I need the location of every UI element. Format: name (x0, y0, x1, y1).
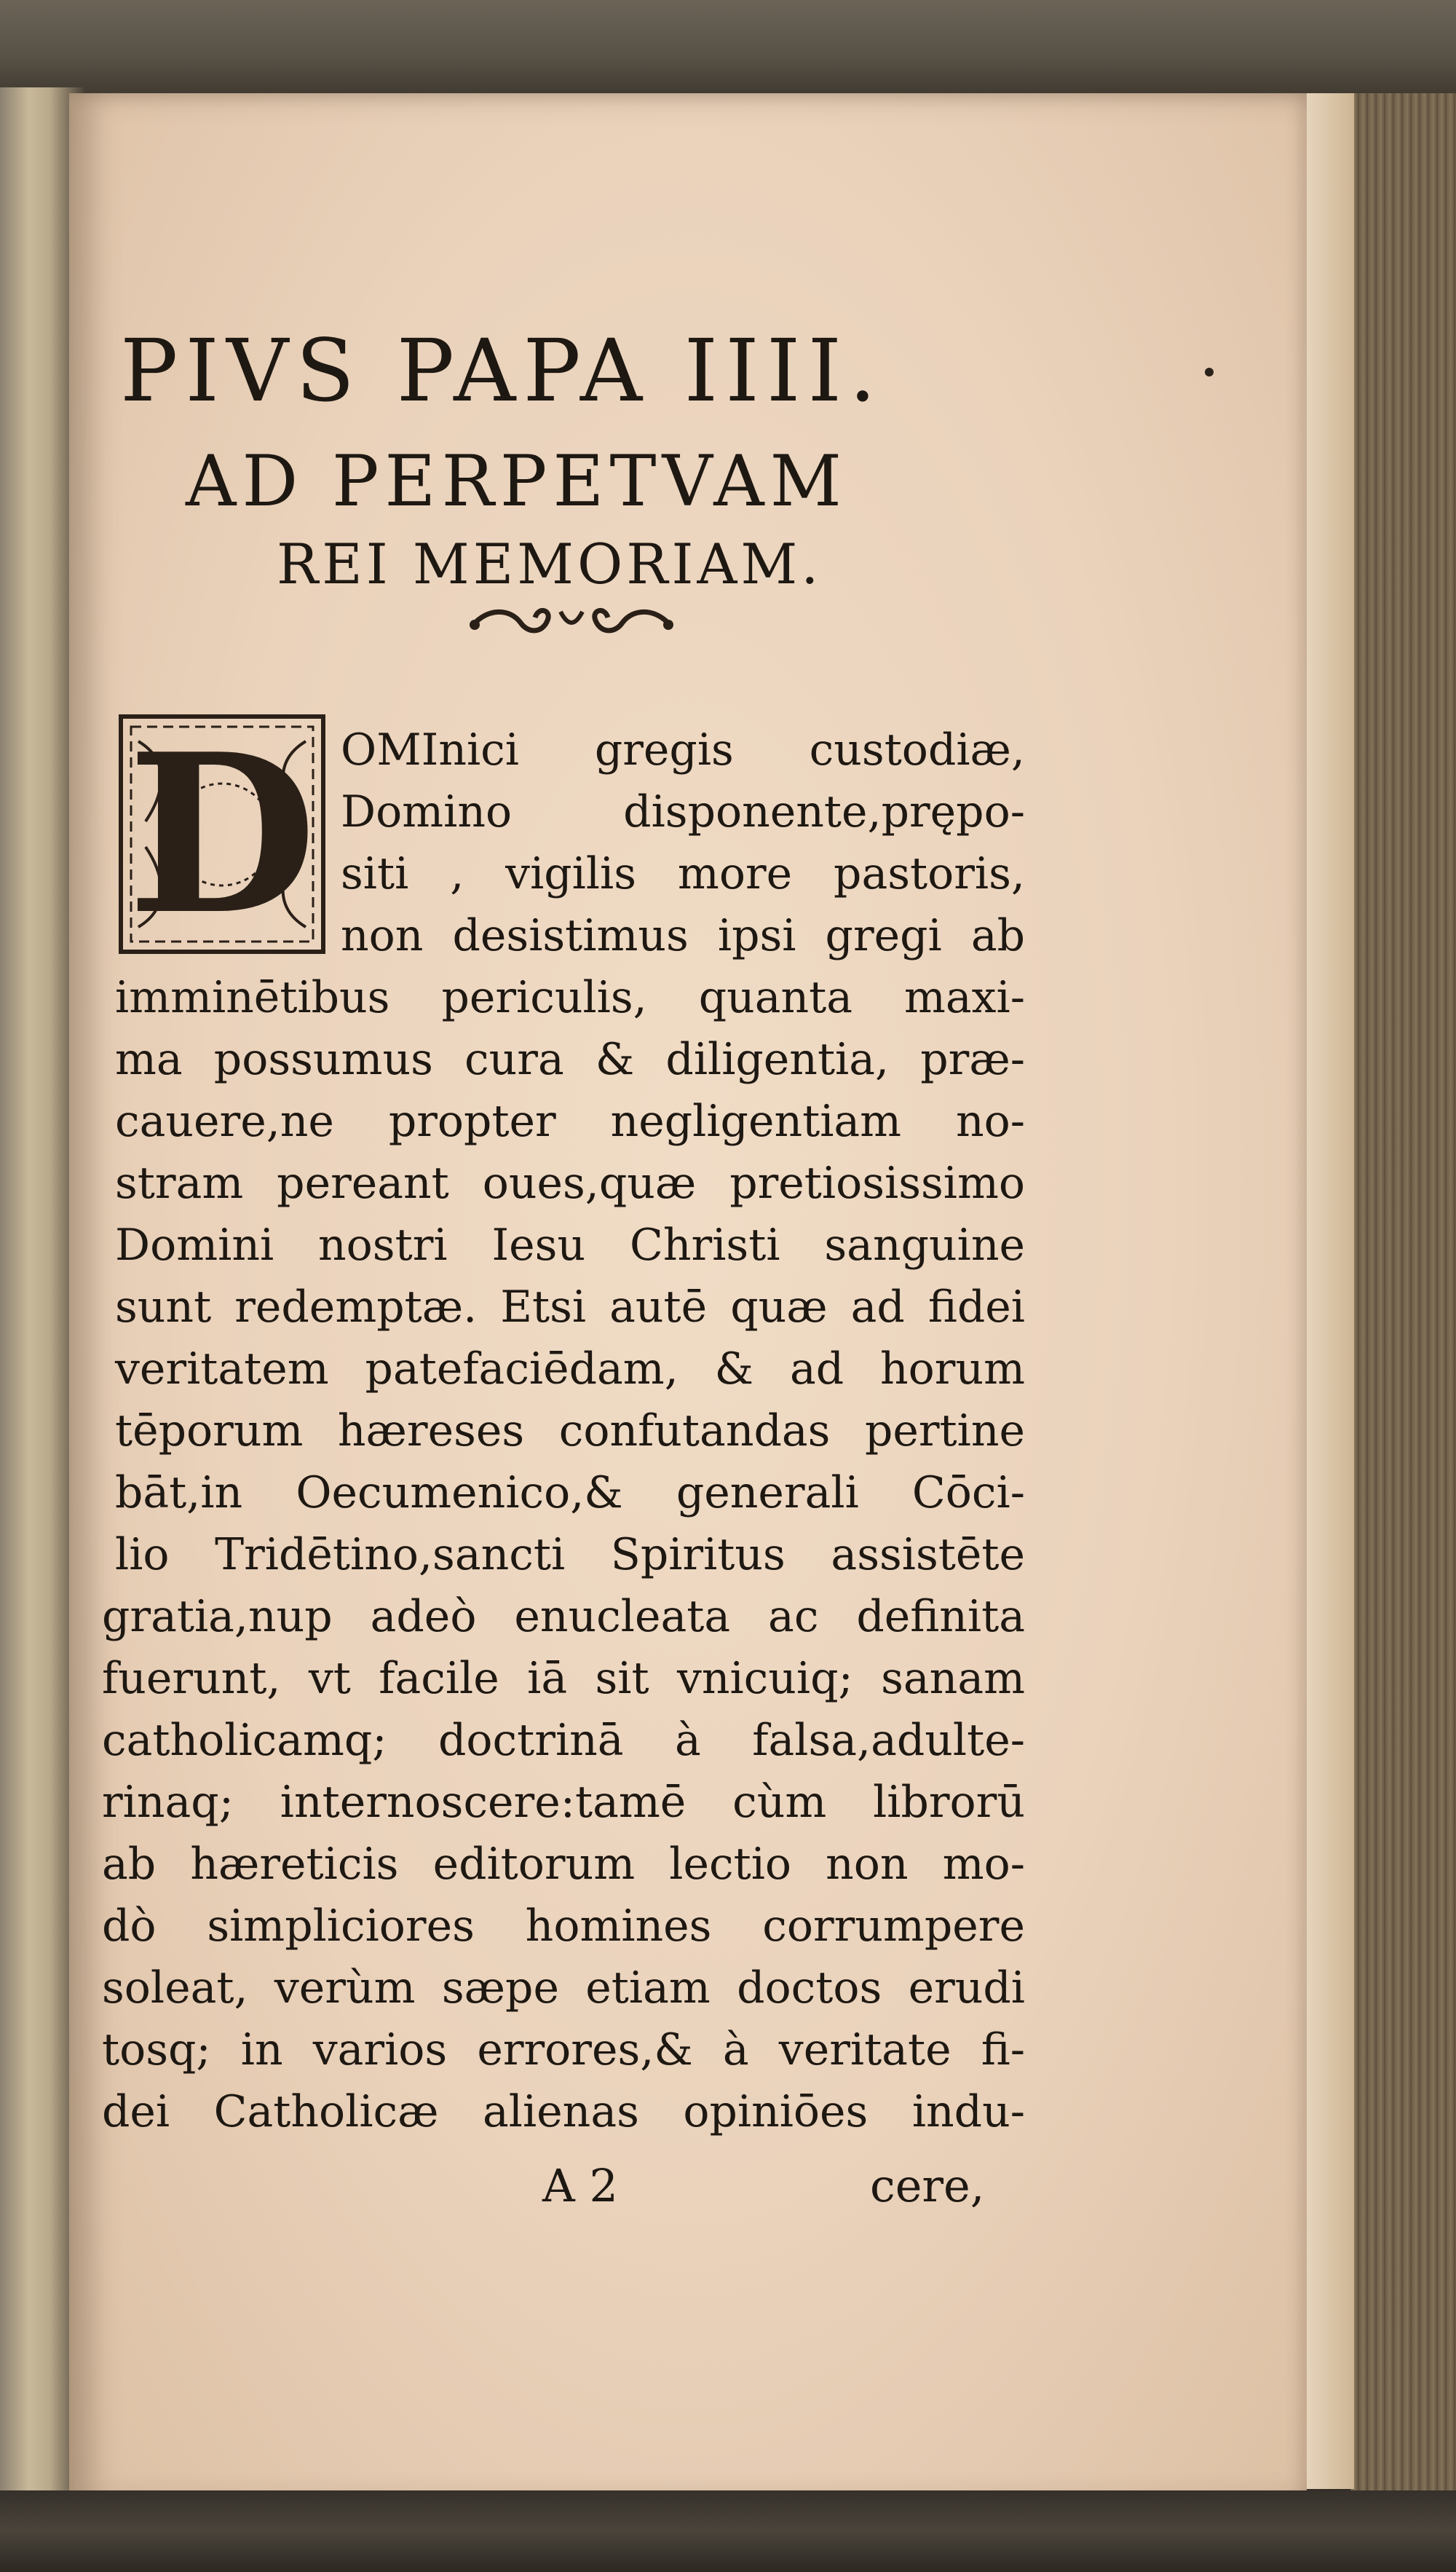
text-line: lio Tridētino,sancti Spiritus assistēte (115, 1529, 1025, 1580)
text-line: tēporum hæreses confutandas pertine (115, 1405, 1025, 1456)
text-line: soleat, verùm sæpe etiam doctos erudi (102, 1962, 1025, 2013)
text-line: tosq; in varios errores,& à veritate fi- (102, 2024, 1025, 2075)
text-line: stram pereant oues,quæ pretiosissimo (115, 1158, 1025, 1209)
book-cover-edge (1350, 93, 1456, 2504)
decorated-initial (116, 705, 328, 963)
book-binding-top (0, 0, 1456, 98)
text-line: sunt redemptæ. Etsi autē quæ ad fidei (115, 1282, 1025, 1333)
text-line: siti , vigilis more pastoris, (341, 848, 1025, 899)
text-line: ab hæreticis editorum lectio non mo- (102, 1839, 1025, 1890)
signature-mark: A 2 (542, 2159, 618, 2212)
text-line: rinaq; internoscere:tamē cùm librorū (102, 1777, 1025, 1828)
initial-letter: D (127, 705, 317, 963)
text-line: ma possumus cura & diligentia, præ- (115, 1034, 1025, 1085)
ink-dot (1205, 368, 1214, 376)
heading-line-2: AD PERPETVAM (186, 441, 847, 522)
text-line: gratia,nup adeò enucleata ac definita (102, 1591, 1025, 1642)
text-line: Domini nostri Iesu Christi sanguine (115, 1220, 1025, 1271)
heading-line-1: PIVS PAPA IIII. (120, 320, 884, 421)
text-line: fuerunt, vt facile iā sit vnicuiq; sanam (102, 1653, 1025, 1704)
text-line: bāt,in Oecumenico,& generali Cōci- (115, 1467, 1025, 1518)
text-line: dei Catholicæ alienas opiniōes indu- (102, 2086, 1025, 2137)
text-line: non desistimus ipsi gregi ab (341, 910, 1025, 961)
text-line: catholicamq; doctrinā à falsa,adulte- (102, 1715, 1025, 1766)
text-line: dò simpliciores homines corrumpere (102, 1901, 1025, 1952)
ornament-fleuron-icon (466, 597, 677, 648)
text-line: OMInici gregis custodiæ, (341, 725, 1025, 776)
heading-line-3: REI MEMORIAM. (277, 532, 823, 596)
book-binding-bottom (0, 2490, 1456, 2572)
catchword: cere, (870, 2159, 985, 2212)
text-line: Domino disponente,prępo- (341, 786, 1025, 837)
text-line: veritatem patefaciēdam, & ad horum (115, 1344, 1025, 1395)
text-line: cauere,ne propter negligentiam no- (115, 1096, 1025, 1147)
text-line: imminētibus periculis, quanta maxi- (115, 972, 1025, 1023)
